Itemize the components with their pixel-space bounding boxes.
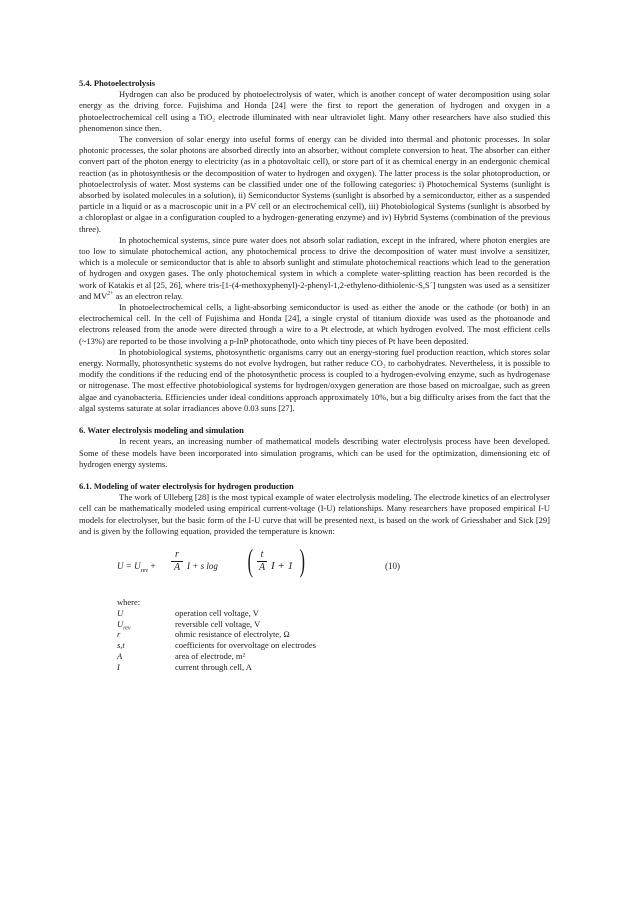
where-label: where: <box>117 596 141 607</box>
fraction-r-over-a: r A <box>171 549 183 574</box>
definition-row: r ohmic resistance of electrolyte, Ω <box>117 629 290 640</box>
right-paren: ) <box>299 541 305 578</box>
definition-row: A area of electrode, m² <box>117 650 246 661</box>
paragraph: In recent years, an increasing number of mathematical models describing water electrolysis process have been developed. Some of these models have been incorporated into simulation programs, which can be used for the optimization, dimensioning etc of hydrogen energy systems. <box>79 436 550 469</box>
text-run: In photochemical systems, since pure water does not absorb solar radiation, except in the infrared, where photon energies are too low to simulate photochemical action, any photochemical process to drive the decomposition of water must involve a sensitizer, which is a molecule or semiconductor that is able to absorb sunlight and stimulate photochemical reactions which lead to the generation of hydrogen and oxygen gases. The only photochemical system in which a complete water-splitting reaction has been recorded is the work of Katakis et al [25, 26], where tris-[1-(4-methoxyphenyl)-2-phenyl-1,2-ethyleno-dithiolenic-S,S´] tungsten was used as a sensitizer and MV <box>79 234 550 301</box>
left-paren: ( <box>247 541 253 578</box>
paragraph: In photoelectrochemical cells, a light-absorbing semiconductor is used as either the anode or the cathode (or both) in an electrochemical cell. In the cell of Fujishima and Honda [24], a single crystal of titanium dioxide was used as the photoanode and electrons released from the anode were directed through a wire to a Pt electrode, at which hydrogen evolved. The most efficient cells (~13%) are reported to be those involving a p-InP photocathode, onto which tiny pieces of Pt have been deposited. <box>79 302 550 346</box>
paragraph <box>79 235 550 302</box>
section-heading-6: 6. Water electrolysis modeling and simulation <box>79 425 244 436</box>
definition-row: $U_{rev}$ reversible cell voltage, V <box>117 618 261 632</box>
text-run: as an electron relay. <box>113 290 184 301</box>
definition-row: U operation cell voltage, V <box>117 607 259 618</box>
fraction-t-over-a: t A <box>258 548 266 573</box>
paragraph: The work of Ulleberg [28] is the most typical example of water electrolysis modeling. The electrode kinetics of an electrolyser cell can be mathematically modeled using empirical current-voltage (I-U) relationships. Many researchers have proposed empirical I-U models for electrolyser, but the basic form of the I-U curve that will be presented next, is based on the work of Griesshaber and Sick [29] and is given by the following equation, provided the temperature is known: <box>79 492 550 536</box>
equation-10 <box>79 543 550 595</box>
equation-number: (10) <box>385 560 400 571</box>
superscript: 2+ <box>107 291 114 298</box>
equation-tail: I + 1 <box>271 559 294 572</box>
paragraph: Hydrogen can also be produced by photoelectrolysis of water, which is another concept of water decomposition using solar energy as the driving force. Fujishima and Honda [24] were the first to report the generation of hydrogen and oxygen in a photoelectrochemical cell using a TiO₂ electrode illuminated with near ultraviolet light. Many other researchers have also studied this phenomenon since then. <box>79 89 550 133</box>
paragraph: In photobiological systems, photosynthetic organisms carry out an energy-storing fuel production reaction, which stores solar energy. Normally, photosynthetic systems do not evolve hydrogen, but rather reduce CO₂ to carbohydrates. Nevertheless, it is possible to modify the conditions if the reducing end of the photosynthetic process is coupled to a hydrogen-evolving enzyme, such as hydrogenase or nitrogenase. The most effective photobiological systems for hydrogen/oxygen generation are those based on microalgae, such as green algae and cyanobacteria. Efficiencies under ideal conditions approach approximately 10%, but a big difficulty arises from the fact that the algal systems saturate at solar irradiances above 0.03 suns [27]. <box>79 346 550 413</box>
variable-definitions <box>117 597 550 673</box>
section-heading-6-1: 6.1. Modeling of water electrolysis for hydrogen production <box>79 480 294 491</box>
definition-row: s,t coefficients for overvoltage on electrodes <box>117 640 316 651</box>
equation-lhs: $U = U_{rev}$ + <box>117 560 156 574</box>
document-page <box>79 78 550 673</box>
definitions-table <box>117 608 316 673</box>
section-heading-5-4: 5.4. Photoelectrolysis <box>79 78 156 88</box>
paragraph: The conversion of solar energy into useful forms of energy can be divided into thermal and photonic processes. In solar photonic processes, the solar photons are absorbed directly into an absorber, without complete conversion to heat. The absorber can either convert part of the photon energy to electricity (as in a photovoltaic cell), or store part of it as chemical energy in an endergonic chemical reaction (as in photosynthesis or the decomposition of water to hydrogen and oxygen). The latter process is the solar photoproduction, or photoelectrolysis of water. Most systems can be classified under one of the following categories: i) Photochemical Systems (sunlight is absorbed by isolated molecules in a solution), ii) Semiconductor Systems (sunlight is absorbed by a semiconductor, either as a suspended particle in a liquid or as a macroscopic unit in a PV cell or an electrochemical cell), iii) Photobiological Systems (sunlight is absorbed by a chloroplast or algae in a configuration coupled to a hydrogen-generating enzyme) and iv) Hybrid Systems (combination of the previous three). <box>79 134 550 234</box>
definition-row: I current through cell, A <box>117 661 252 672</box>
equation-mid: I + s log <box>187 560 218 571</box>
